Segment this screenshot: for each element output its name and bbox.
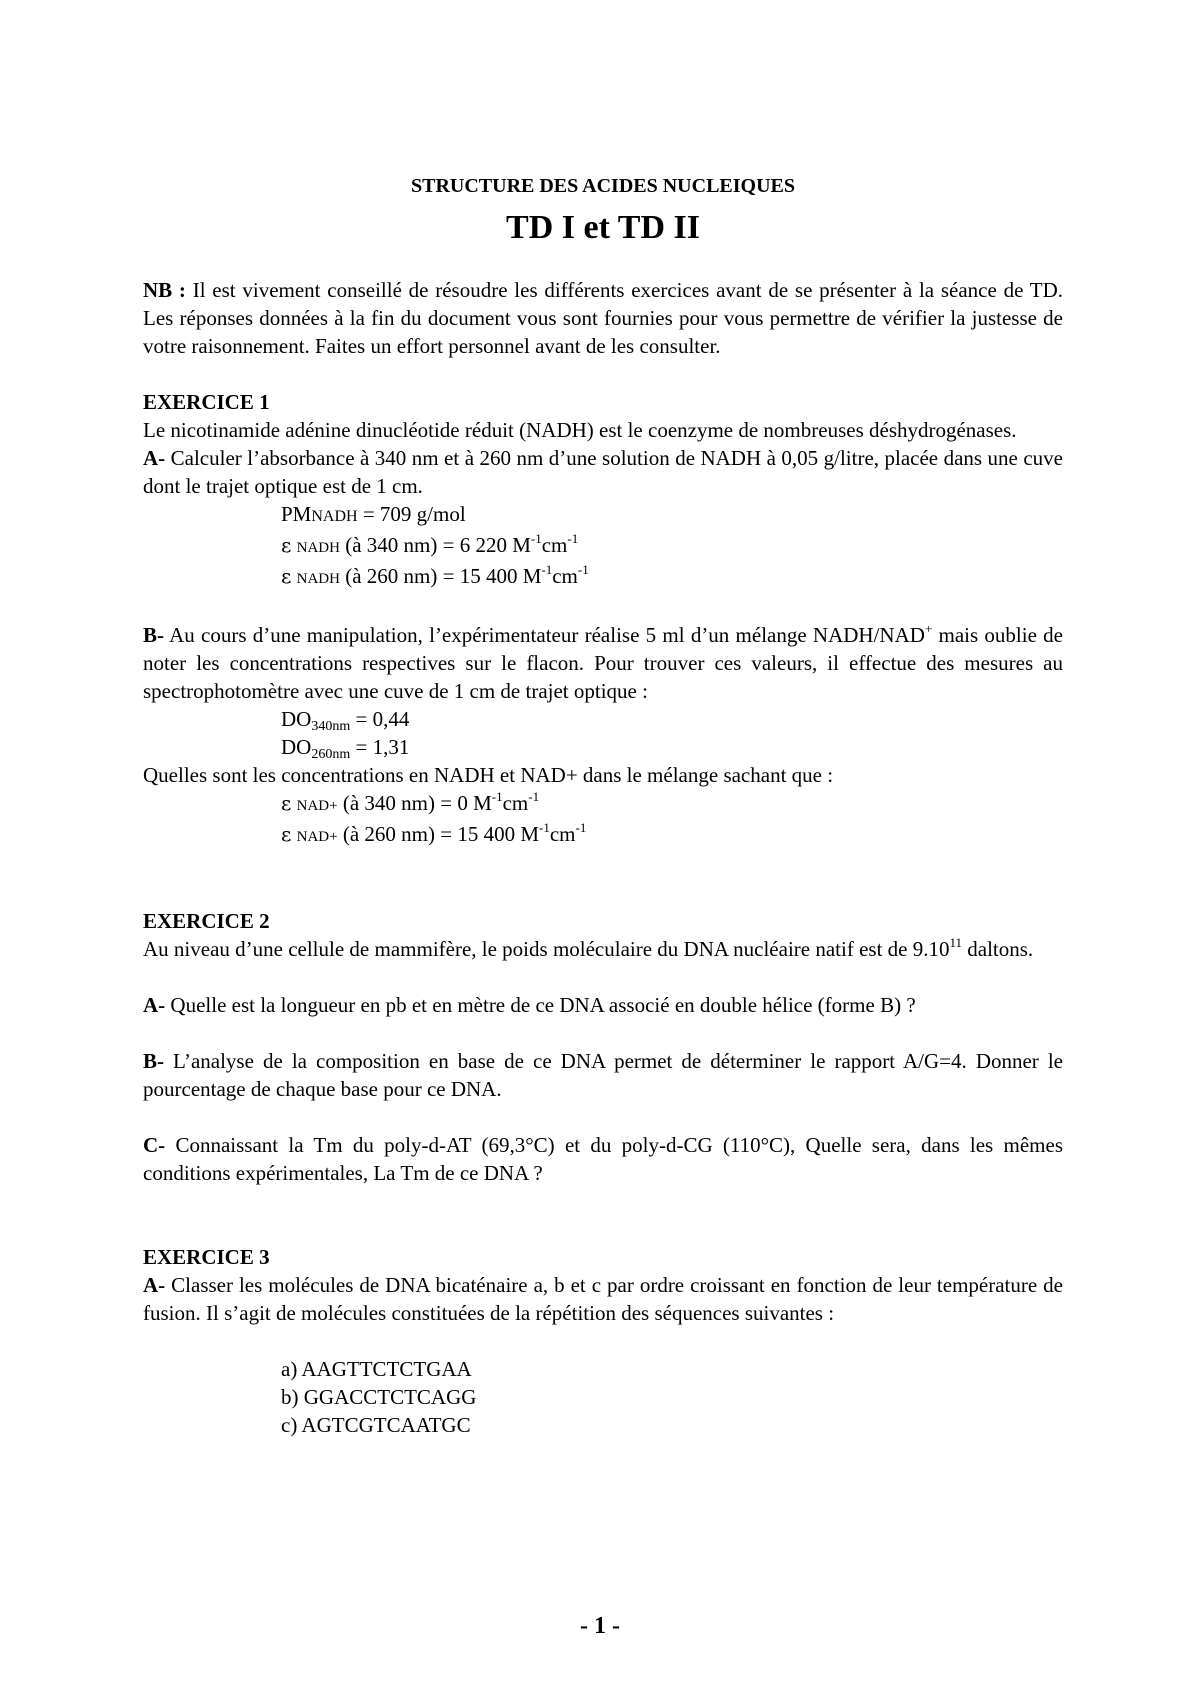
sequence-c: c) AGTCGTCAATGC bbox=[281, 1413, 471, 1437]
exercise-1-intro: Le nicotinamide adénine dinucléotide réduit (NADH) est le coenzyme de nombreuses déshydrogénases. bbox=[143, 418, 1017, 442]
exercise-1-question-a bbox=[143, 444, 1063, 500]
question-a-text: Calculer l’absorbance à 340 nm et à 260 nm d’une solution de NADH à 0,05 g/litre, placée dans une cuve dont le trajet optique est de 1 cm. bbox=[143, 446, 1063, 498]
exercise-2-question-c: C- Connaissant la Tm du poly-d-AT (69,3°C) et du poly-d-CG (110°C), Quelle sera, dans les mêmes conditions expérimentales, La Tm de ce DNA ? bbox=[143, 1133, 1063, 1185]
exercise-2-question-a: A- Quelle est la longueur en pb et en mètre de ce DNA associé en double hélice (forme B) ? bbox=[143, 993, 916, 1017]
exercise-3-question-a: A- Classer les molécules de DNA bicaténaire a, b et c par ordre croissant en fonction de leur température de fusion. Il s’agit de molécules constituées de la répétition des séquences suivantes : bbox=[143, 1273, 1063, 1325]
exercise-2-intro: Au niveau d’une cellule de mammifère, le poids moléculaire du DNA nucléaire natif est de 9.10$^{11}$ daltons. bbox=[143, 935, 1034, 961]
nb-text: Il est vivement conseillé de résoudre les différents exercices avant de se présenter à la séance de TD. Les réponses données à la fin du document vous sont fournies pour vous permettre de vérifier la justesse de votre raisonnement. Faites un effort personnel avant de les consulter. bbox=[143, 278, 1064, 358]
document-title: TD I et TD II bbox=[506, 209, 700, 246]
exercise-1-question-b-ask: Quelles sont les concentrations en NADH et NAD+ dans le mélange sachant que : bbox=[143, 763, 834, 787]
exercise-3-title: EXERCICE 3 bbox=[143, 1245, 270, 1269]
epsilon-nadh-260: ε NADH (à 260 nm) = 15 400 $M^{-1}cm^{-1}$ bbox=[281, 562, 589, 588]
nb-label: NB : bbox=[143, 278, 186, 302]
question-a-label: A- bbox=[143, 446, 166, 470]
sequence-a: a) AAGTTCTCTGAA bbox=[281, 1357, 472, 1381]
page-number: - 1 - bbox=[580, 1613, 620, 1639]
epsilon-nad-260: ε NAD+ (à 260 nm) = 15 400 $M^{-1}cm^{-1}$ bbox=[281, 820, 587, 846]
question-b-label: B- bbox=[143, 623, 164, 647]
exercise-2-title: EXERCICE 2 bbox=[143, 909, 270, 933]
do-260: $DO_{260nm} = 1,31$ bbox=[281, 735, 410, 762]
pm-formula: PMNADH = 709 g/mol bbox=[281, 502, 466, 526]
exercise-2-question-b: B- L’analyse de la composition en base de ce DNA permet de déterminer le rapport A/G=4. Donner le pourcentage de chaque base pour ce DNA. bbox=[143, 1049, 1063, 1101]
epsilon-nad-340: ε NAD+ (à 340 nm) = 0 $M^{-1}cm^{-1}$ bbox=[281, 789, 540, 815]
exercise-1-question-b: B- Au cours d’une manipulation, l’expérimentateur réalise 5 ml d’un mélange NADH/NAD+ mais oublie de noter les concentrations respectives sur le flacon. Pour trouver ces valeurs, il effectue des mesures au spectrophotomètre avec une cuve de 1 cm de trajet optique : bbox=[143, 621, 1063, 703]
do-340: $DO_{340nm} = 0,44$ bbox=[281, 707, 410, 734]
document-page bbox=[143, 172, 1063, 1439]
exercise-1-title: EXERCICE 1 bbox=[143, 390, 270, 414]
document-heading: STRUCTURE DES ACIDES NUCLEIQUES bbox=[411, 175, 795, 197]
epsilon-nadh-340: ε NADH (à 340 nm) = 6 220 $M^{-1}cm^{-1}$ bbox=[281, 531, 579, 557]
sequence-b: b) GGACCTCTCAGG bbox=[281, 1385, 477, 1409]
nb-paragraph bbox=[143, 276, 1063, 360]
